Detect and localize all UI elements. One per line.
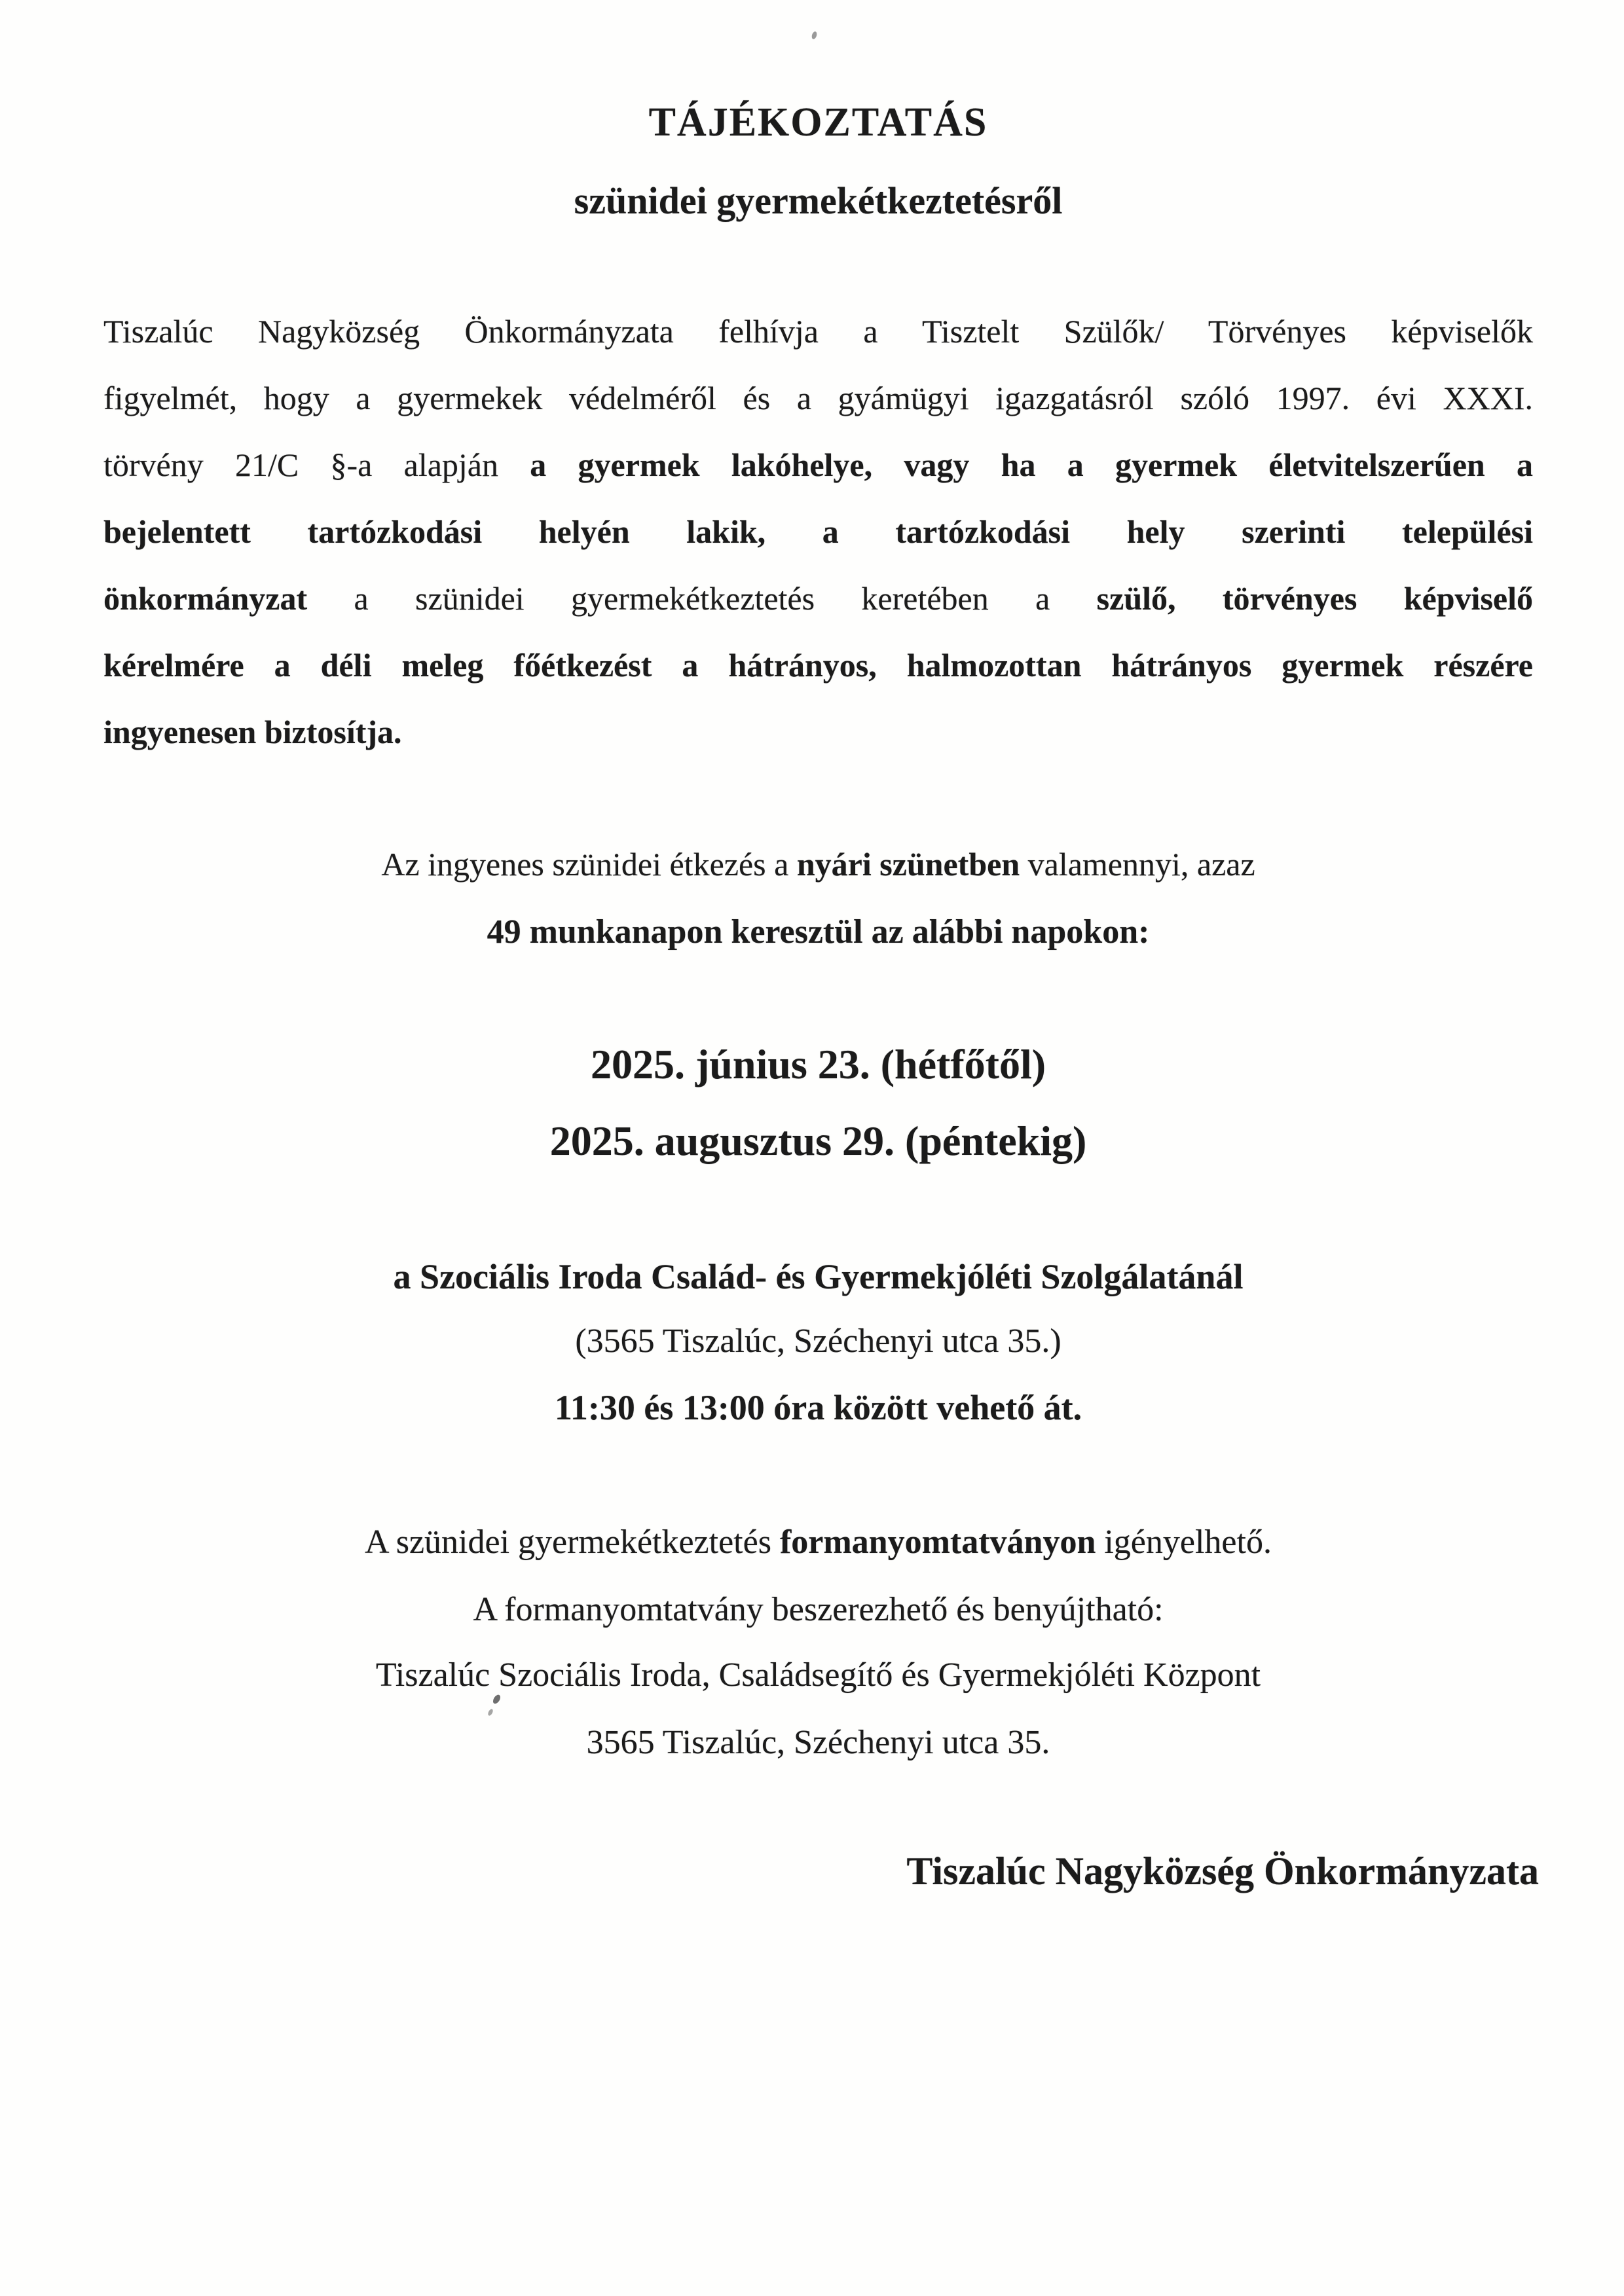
document-subtitle: szünidei gyermekétkeztetésről (574, 179, 1063, 222)
paragraph-line (103, 632, 1533, 699)
date-to: 2025. augusztus 29. (péntekig) (549, 1118, 1087, 1164)
text-run: igényelhető. (1096, 1523, 1272, 1561)
text-run: ingyenesen biztosítja. (103, 714, 402, 750)
text-run: szülő, törvényes képviselő (1096, 580, 1533, 617)
text-run: törvény 21/C §-a alapján (103, 446, 530, 483)
paragraph-line (103, 365, 1533, 431)
text-run: Tiszalúc Nagyközség Önkormányzata felhívja a Tisztelt Szülők/ Törvényes képviselők (103, 313, 1533, 350)
text-run: nyári szünetben (796, 846, 1020, 883)
text-run: formanyomtatványon (779, 1523, 1096, 1561)
location-address: (3565 Tiszalúc, Széchenyi utca 35.) (575, 1322, 1061, 1360)
intro-paragraph (103, 298, 1533, 765)
scan-speck (487, 1708, 494, 1717)
paragraph-line (103, 699, 1533, 765)
paragraph-line (103, 565, 1533, 632)
text-run: a gyermek lakóhelye, vagy ha a gyermek életvitelszerűen a (530, 446, 1533, 483)
text-run: valamennyi, azaz (1020, 846, 1255, 883)
form-office-line: Tiszalúc Szociális Iroda, Családsegítő és Gyermekjóléti Központ (375, 1656, 1261, 1694)
signature: Tiszalúc Nagyközség Önkormányzata (906, 1850, 1539, 1893)
location-name: a Szociális Iroda Család- és Gyermekjóléti Szolgálatánál (393, 1257, 1244, 1296)
paragraph-line (103, 431, 1533, 498)
text-run: önkormányzat (103, 580, 308, 617)
text-run: a szünidei gyermekétkeztetés keretében a (307, 580, 1097, 617)
form-availability-line: A formanyomtatvány beszerezhető és benyújtható: (473, 1591, 1164, 1628)
date-from: 2025. június 23. (hétfőtől) (590, 1041, 1046, 1087)
pickup-time: 11:30 és 13:00 óra között vehető át. (554, 1388, 1082, 1427)
paragraph-line (103, 498, 1533, 565)
meal-intro-line (103, 845, 1533, 884)
scan-speck (811, 31, 817, 40)
form-address-line: 3565 Tiszalúc, Széchenyi utca 35. (586, 1724, 1050, 1761)
document-title: TÁJÉKOZTATÁS (648, 100, 988, 145)
paragraph-line (103, 298, 1533, 365)
text-run: figyelmét, hogy a gyermekek védelméről és a gyámügyi igazgatásról szóló 1997. évi XXXI. (103, 380, 1533, 416)
meal-days-line: 49 munkanapon keresztül az alábbi napokon: (487, 913, 1150, 951)
text-run: Az ingyenes szünidei étkezés a (381, 846, 797, 883)
form-info-line (103, 1522, 1533, 1563)
text-run: kérelmére a déli meleg főétkezést a hátrányos, halmozottan hátrányos gyermek részére (103, 647, 1533, 683)
text-run: bejelentett tartózkodási helyén lakik, a tartózkodási hely szerinti települési (103, 513, 1533, 550)
text-run: A szünidei gyermekétkeztetés (365, 1523, 780, 1561)
